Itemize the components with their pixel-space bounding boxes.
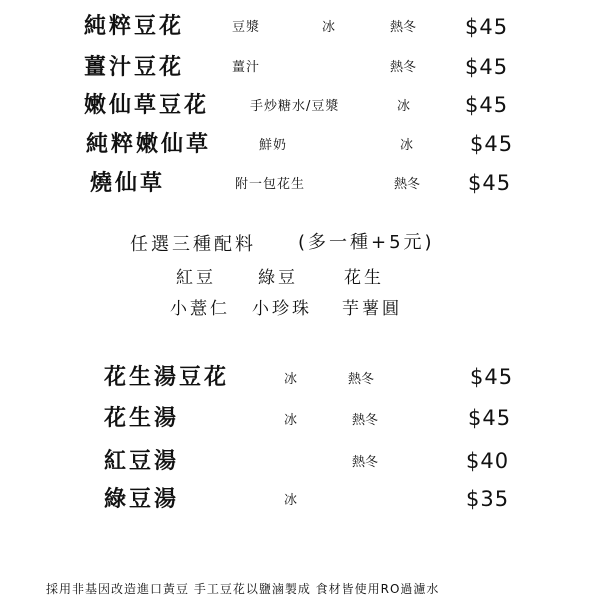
- item-note: 豆漿: [232, 20, 261, 35]
- hot-option: 熱冬: [390, 60, 417, 75]
- item-name: 紅豆湯: [104, 449, 180, 474]
- topping-item: 芋薯圓: [342, 299, 402, 319]
- hot-option: 熱冬: [390, 20, 417, 35]
- toppings-extra-price: (多一種+5元): [298, 232, 435, 253]
- item-price: $45: [470, 132, 514, 156]
- footer-note: 採用非基因改造進口黃豆 手工豆花以鹽滷製成 食材皆使用RO過濾水: [46, 582, 440, 596]
- item-price: $35: [466, 487, 510, 511]
- item-name: 花生湯豆花: [104, 365, 230, 390]
- cold-option: 冰: [284, 372, 298, 387]
- item-price: $45: [465, 55, 509, 79]
- item-price: $45: [468, 171, 512, 195]
- item-note: 附一包花生: [235, 177, 306, 192]
- item-name: 嫩仙草豆花: [84, 93, 210, 118]
- cold-option: 冰: [397, 99, 411, 114]
- item-name: 綠豆湯: [104, 487, 180, 512]
- item-price: $45: [468, 406, 512, 430]
- hot-option: 熱冬: [394, 177, 421, 192]
- item-price: $45: [470, 365, 514, 389]
- item-price: $40: [466, 449, 510, 473]
- item-name: 純粹豆花: [84, 14, 185, 39]
- item-name: 燒仙草: [90, 171, 166, 196]
- hot-option: 熱冬: [352, 455, 379, 470]
- topping-item: 綠豆: [258, 268, 298, 288]
- item-name: 純粹嫩仙草: [86, 132, 212, 157]
- cold-option: 冰: [284, 413, 298, 428]
- hot-option: 熱冬: [352, 413, 379, 428]
- item-price: $45: [465, 93, 509, 117]
- hot-option: 熱冬: [348, 372, 375, 387]
- cold-option: 冰: [322, 20, 336, 35]
- topping-item: 花生: [344, 268, 384, 288]
- cold-option: 冰: [284, 493, 298, 508]
- item-note: 手炒糖水/豆漿: [250, 99, 340, 114]
- topping-item: 小珍珠: [252, 299, 312, 319]
- cold-option: 冰: [400, 138, 414, 153]
- item-note: 鮮奶: [259, 138, 288, 153]
- toppings-heading: 任選三種配料: [130, 234, 256, 255]
- item-note: 薑汁: [232, 60, 261, 75]
- topping-item: 紅豆: [176, 268, 216, 288]
- item-name: 薑汁豆花: [84, 55, 185, 80]
- item-name: 花生湯: [104, 406, 180, 431]
- item-price: $45: [465, 15, 509, 39]
- topping-item: 小薏仁: [170, 299, 230, 319]
